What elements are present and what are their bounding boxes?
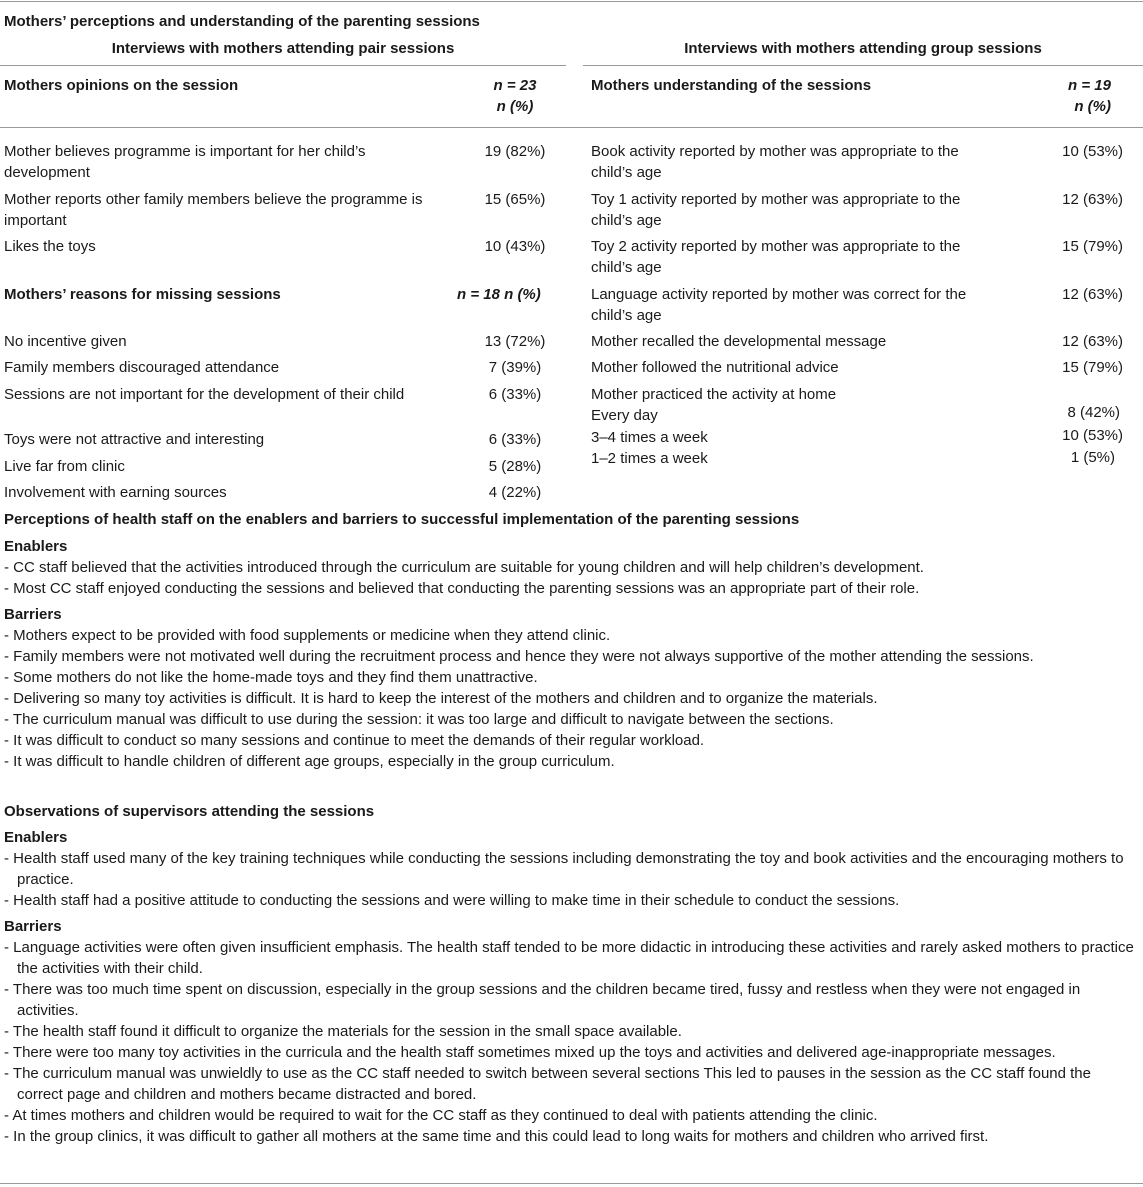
- staff-barrier-item: - Delivering so many toy activities is difficult. It is hard to keep the interest of the mothers and children and to organize the materials.: [4, 690, 878, 707]
- practice-row-value: 1 (5%): [1070, 449, 1115, 466]
- staff-barriers-label: Barriers: [4, 606, 62, 623]
- supervisor-enabler-text: Health staff had a positive attitude to conducting the sessions and were willing to make time in their schedule to conduct the sessions.: [13, 892, 900, 909]
- supervisor-enabler-item: - Health staff used many of the key training techniques while conducting the sessions including demonstrating the toy and book activities and the encouraging mothers to practice.: [4, 850, 1124, 888]
- supervisor-barrier-text: In the group clinics, it was difficult to gather all mothers at the same time and this could lead to long waits for mothers and children who arrived first.: [13, 1128, 989, 1145]
- staff-enabler-text: Most CC staff enjoyed conducting the sessions and believed that conducting the parenting sessions was an appropriate part of their role.: [13, 580, 920, 597]
- reason-row-label: No incentive given: [4, 333, 127, 350]
- understanding-row-value: 12 (63%): [1062, 191, 1123, 208]
- understanding-row-value: 12 (63%): [1062, 333, 1123, 350]
- staff-barrier-text: The curriculum manual was difficult to use during the session: it was too large and difficult to navigate between the sections.: [12, 711, 834, 728]
- staff-enabler-text: CC staff believed that the activities introduced through the curriculum are suitable for young children and will help children’s development.: [13, 559, 924, 576]
- reasons-header: Mothers’ reasons for missing sessions: [4, 286, 281, 303]
- supervisor-barrier-text: There was too much time spent on discussion, especially in the group sessions and the children became tired, fussy and restless when they were not engaged in activities.: [12, 981, 1081, 1019]
- staff-barrier-text: It was difficult to conduct so many sessions and continue to meet the demands of their regular workload.: [13, 732, 705, 749]
- understanding-n-pct: [1000, 96, 1111, 117]
- supervisor-barrier-item: - In the group clinics, it was difficult to gather all mothers at the same time and this could lead to long waits for mothers and children who arrived first.: [4, 1128, 989, 1145]
- staff-section-title: Perceptions of health staff on the enablers and barriers to successful implementation of the parenting sessions: [4, 511, 800, 528]
- reason-row-value: 6 (33%): [488, 431, 542, 448]
- group-sessions-heading: Interviews with mothers attending group sessions: [684, 40, 1042, 57]
- reason-row-value: 4 (22%): [488, 484, 542, 501]
- reason-row-label: Live far from clinic: [4, 458, 125, 475]
- understanding-row-value: 10 (53%): [1062, 143, 1123, 160]
- staff-barrier-text: Family members were not motivated well during the recruitment process and hence they were not always supportive of the mother attending the sessions.: [13, 648, 1034, 665]
- supervisor-barrier-item: - There were too many toy activities in the curricula and the health staff sometimes mixed up the toys and activities and delivered age-inappropriate messages.: [4, 1044, 1056, 1061]
- staff-enabler-item: - CC staff believed that the activities introduced through the curriculum are suitable for young children and will help children’s development.: [4, 559, 924, 576]
- opinions-n-pct-text: n (%): [496, 98, 534, 115]
- supervisor-barrier-text: Language activities were often given insufficient emphasis. The health staff tended to be more didactic in introducing these activities and rarely asked mothers to practice the activities with their child.: [13, 939, 1134, 977]
- opinion-row-value: 10 (43%): [484, 238, 546, 255]
- supervisors-barriers-label: Barriers: [4, 918, 62, 935]
- understanding-row-value: 12 (63%): [1062, 286, 1123, 303]
- supervisor-barrier-text: There were too many toy activities in the curricula and the health staff sometimes mixed up the toys and activities and delivered age-inappropriate messages.: [12, 1044, 1056, 1061]
- understanding-row-label: Language activity reported by mother was correct for the child’s age: [591, 286, 967, 324]
- staff-barrier-item: - It was difficult to handle children of different age groups, especially in the group curriculum.: [4, 753, 615, 770]
- staff-barrier-text: Mothers expect to be provided with food supplements or medicine when they attend clinic.: [13, 627, 611, 644]
- understanding-row-label: Mother recalled the developmental message: [591, 333, 887, 350]
- understanding-n-pct-text: n (%): [1074, 98, 1111, 115]
- opinions-n-pct: [440, 96, 590, 117]
- staff-enabler-item: - Most CC staff enjoyed conducting the sessions and believed that conducting the parenting sessions was an appropriate part of their role.: [4, 580, 920, 597]
- supervisor-barrier-text: At times mothers and children would be required to wait for the CC staff as they continued to deal with patients attending the clinic.: [12, 1107, 878, 1124]
- reason-row-label: Sessions are not important for the development of their child: [4, 386, 405, 403]
- staff-barrier-item: - The curriculum manual was difficult to use during the session: it was too large and difficult to navigate between the sections.: [4, 711, 834, 728]
- practice-row-label: 3–4 times a week: [591, 429, 708, 446]
- reason-row-value: 7 (39%): [488, 359, 542, 376]
- practice-row-value: 8 (42%): [1067, 404, 1120, 421]
- practice-row-label: 1–2 times a week: [591, 450, 708, 467]
- understanding-row-value: 15 (79%): [1062, 238, 1123, 255]
- top-rule: [0, 1, 1143, 2]
- group-heading-rule: [583, 65, 1143, 66]
- staff-barrier-text: It was difficult to handle children of different age groups, especially in the group curriculum.: [13, 753, 615, 770]
- staff-barrier-text: Delivering so many toy activities is difficult. It is hard to keep the interest of the mothers and children and to organize the materials.: [13, 690, 878, 707]
- staff-barrier-item: - It was difficult to conduct so many sessions and continue to meet the demands of their regular workload.: [4, 732, 705, 749]
- staff-barrier-item: - Some mothers do not like the home-made toys and they find them unattractive.: [4, 669, 538, 686]
- understanding-n-total-text: n = 19: [1068, 77, 1111, 94]
- opinion-row-label: Likes the toys: [4, 238, 96, 255]
- supervisor-barrier-item: - At times mothers and children would be required to wait for the CC staff as they continued to deal with patients attending the clinic.: [4, 1107, 878, 1124]
- reason-row-value: 6 (33%): [488, 386, 542, 403]
- supervisor-barrier-item: - Language activities were often given insufficient emphasis. The health staff tended to be more didactic in introducing these activities and rarely asked mothers to practice the activities with their child.: [4, 939, 1134, 977]
- practice-row-label: Every day: [591, 407, 658, 424]
- understanding-n-total: [1000, 75, 1111, 96]
- pair-sessions-heading: Interviews with mothers attending pair sessions: [111, 40, 455, 57]
- understanding-row-label: Toy 1 activity reported by mother was appropriate to the child’s age: [591, 191, 961, 229]
- supervisor-barrier-item: - The curriculum manual was unwieldly to use as the CC staff needed to switch between several sections This led to pauses in the session as the CC staff found the correct page and children and mothers became distracted and bored.: [4, 1065, 1091, 1103]
- opinions-n-total: [440, 75, 590, 96]
- reasons-n: [457, 284, 541, 305]
- staff-enablers-label: Enablers: [4, 538, 68, 555]
- pair-heading-rule: [0, 65, 566, 66]
- staff-barrier-item: - Mothers expect to be provided with food supplements or medicine when they attend clinic.: [4, 627, 611, 644]
- reason-row-label: Toys were not attractive and interesting: [4, 431, 265, 448]
- reason-row-label: Involvement with earning sources: [4, 484, 227, 501]
- opinion-row-value: 15 (65%): [484, 191, 546, 208]
- supervisors-section: [4, 801, 1134, 1147]
- understanding-row-value: 15 (79%): [1062, 359, 1123, 376]
- reasons-n-text: n = 18 n (%): [457, 286, 541, 303]
- opinion-row-label: Mother reports other family members believe the programme is important: [4, 191, 423, 229]
- supervisor-barrier-text: The curriculum manual was unwieldly to use as the CC staff needed to switch between several sections This led to pauses in the session as the CC staff found the correct page and children and mothers became distracted and bored.: [12, 1065, 1091, 1103]
- reason-row-value: 13 (72%): [484, 333, 546, 350]
- staff-barrier-item: - Family members were not motivated well during the recruitment process and hence they were not always supportive of the mother attending the sessions.: [4, 648, 1034, 665]
- opinions-n-total-text: n = 23: [493, 77, 537, 94]
- opinions-header: Mothers opinions on the session: [4, 77, 239, 94]
- supervisors-enablers-label: Enablers: [4, 829, 68, 846]
- supervisor-barrier-text: The health staff found it difficult to organize the materials for the session in the small space available.: [12, 1023, 682, 1040]
- supervisor-enabler-text: Health staff used many of the key training techniques while conducting the sessions including demonstrating the toy and book activities and the encouraging mothers to practice.: [13, 850, 1124, 888]
- opinion-row-value: 19 (82%): [484, 143, 546, 160]
- practice-label: Mother practiced the activity at home: [591, 386, 837, 403]
- understanding-row-label: Toy 2 activity reported by mother was appropriate to the child’s age: [591, 238, 961, 276]
- understanding-row-label: Book activity reported by mother was appropriate to the child’s age: [591, 143, 959, 181]
- reason-row-value: 5 (28%): [488, 458, 542, 475]
- reason-row-label: Family members discouraged attendance: [4, 359, 280, 376]
- column-header-rule: [0, 127, 1143, 128]
- bottom-rule: [0, 1183, 1143, 1184]
- supervisor-barrier-item: - There was too much time spent on discussion, especially in the group sessions and the children became tired, fussy and restless when they were not engaged in activities.: [4, 981, 1081, 1019]
- staff-section: [4, 509, 1134, 772]
- staff-barrier-text: Some mothers do not like the home-made toys and they find them unattractive.: [13, 669, 538, 686]
- practice-row-value: 10 (53%): [1062, 427, 1123, 444]
- supervisor-barrier-item: - The health staff found it difficult to organize the materials for the session in the small space available.: [4, 1023, 682, 1040]
- supervisors-section-title: Observations of supervisors attending the sessions: [4, 803, 375, 820]
- understanding-row-label: Mother followed the nutritional advice: [591, 359, 839, 376]
- table-title: Mothers’ perceptions and understanding of the parenting sessions: [4, 13, 480, 30]
- supervisor-enabler-item: - Health staff had a positive attitude to conducting the sessions and were willing to make time in their schedule to conduct the sessions.: [4, 892, 900, 909]
- understanding-header: Mothers understanding of the sessions: [591, 77, 872, 94]
- opinion-row-label: Mother believes programme is important for her child’s development: [4, 143, 366, 181]
